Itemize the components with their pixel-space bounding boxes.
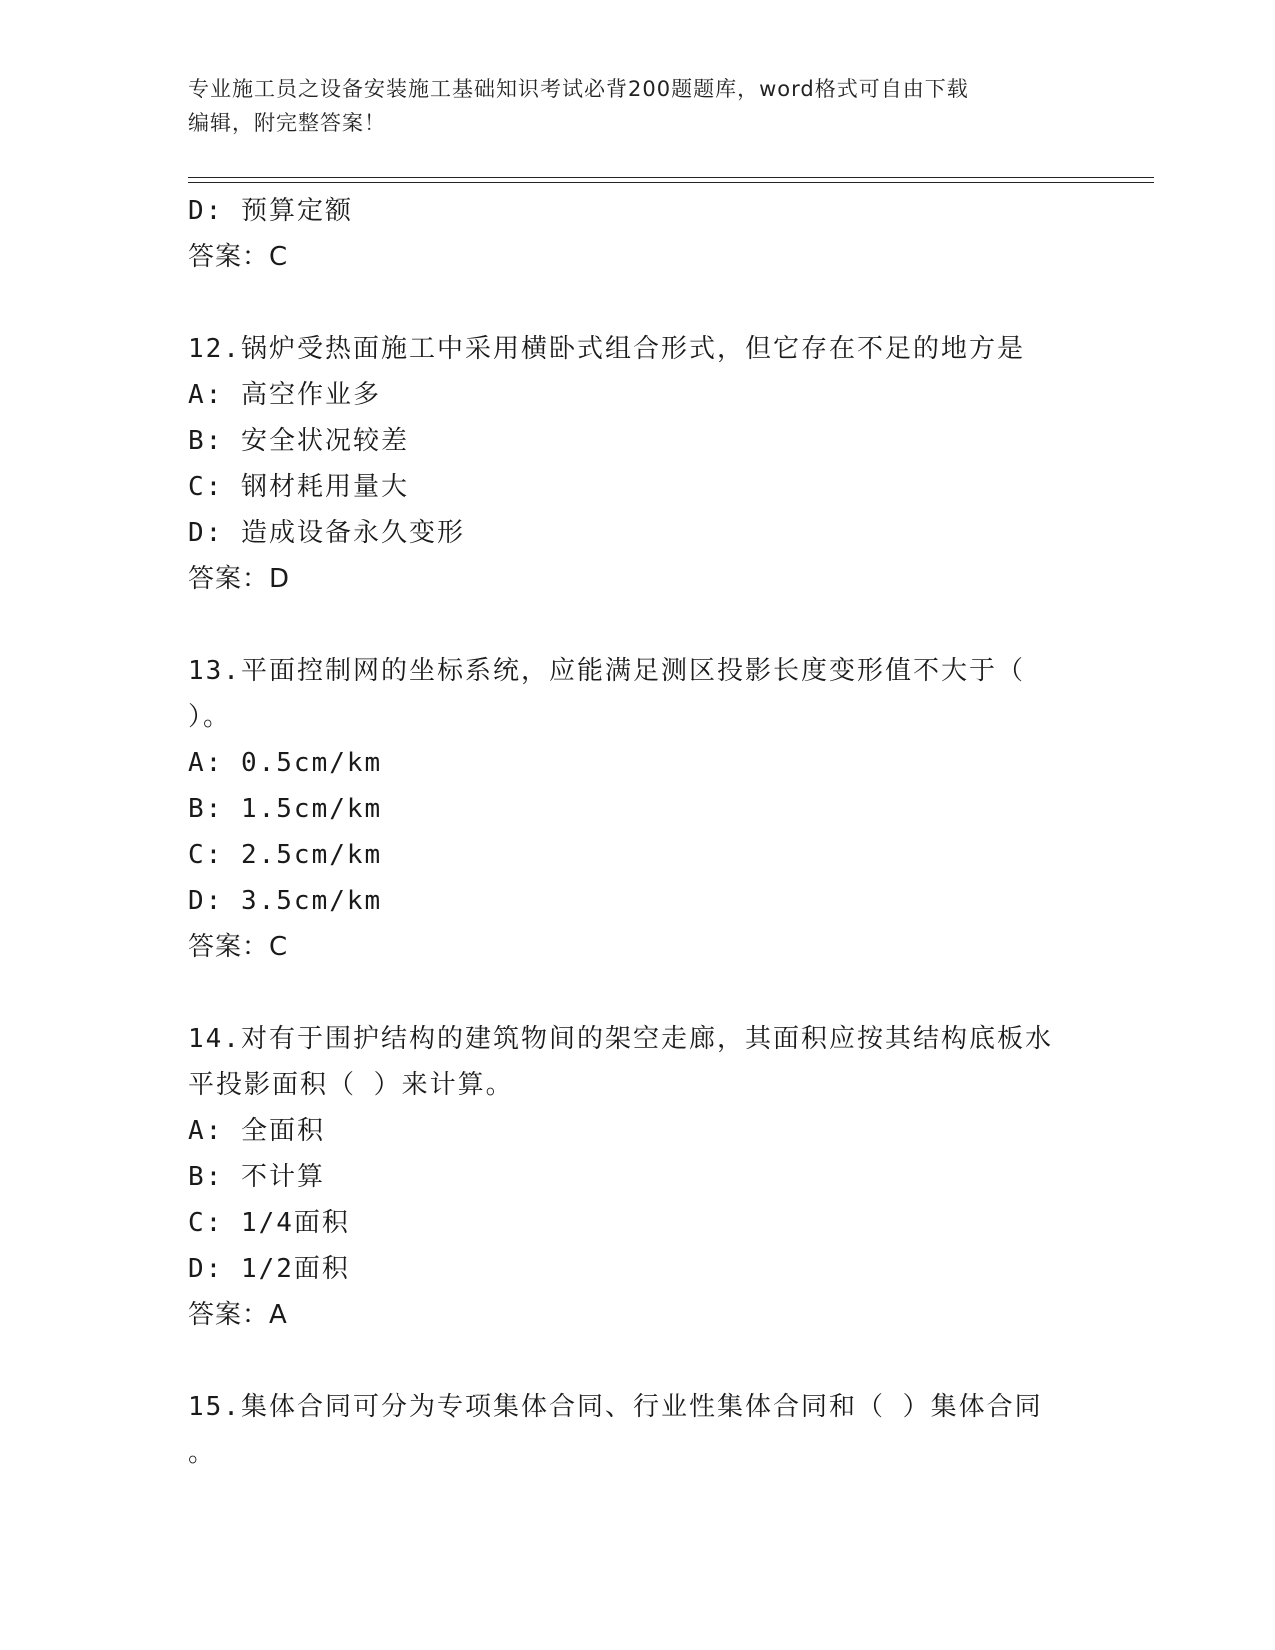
header-line-1: 专业施工员之设备安装施工基础知识考试必背200题题库，word格式可自由下载	[188, 77, 969, 101]
question-stem: 13.平面控制网的坐标系统，应能满足测区投影长度变形值不大于（	[188, 656, 1025, 686]
header-divider-bottom	[188, 182, 1154, 183]
answer: 答案：A	[188, 1300, 288, 1330]
option-a: A: 全面积	[188, 1116, 325, 1146]
option-d: D: 造成设备永久变形	[188, 518, 465, 548]
option-b: B: 1.5cm/km	[188, 794, 383, 824]
option-c: C: 1/4面积	[188, 1208, 350, 1238]
question-stem-cont: 平投影面积（ ）来计算。	[188, 1070, 514, 1100]
question-12	[188, 326, 1088, 602]
answer: 答案：C	[188, 932, 289, 962]
option-a: A: 0.5cm/km	[188, 748, 383, 778]
answer: 答案：D	[188, 564, 291, 594]
document-header	[188, 72, 1088, 140]
question-stem-cont: 。	[188, 1438, 217, 1468]
option-b: B: 不计算	[188, 1162, 325, 1192]
question-13	[188, 648, 1088, 970]
option-b: B: 安全状况较差	[188, 426, 409, 456]
prev-answer: 答案：C	[188, 242, 289, 272]
question-content	[188, 188, 1088, 1476]
question-stem: 15.集体合同可分为专项集体合同、行业性集体合同和（ ）集体合同	[188, 1392, 1043, 1422]
header-divider-top	[188, 177, 1154, 178]
question-15	[188, 1384, 1088, 1476]
question-stem: 14.对有于围护结构的建筑物间的架空走廊，其面积应按其结构底板水	[188, 1024, 1053, 1054]
question-14	[188, 1016, 1088, 1338]
question-stem: 12.锅炉受热面施工中采用横卧式组合形式，但它存在不足的地方是	[188, 334, 1025, 364]
option-c: C: 2.5cm/km	[188, 840, 383, 870]
question-stem-cont: ）。	[188, 702, 232, 732]
header-line-2: 编辑，附完整答案！	[188, 111, 386, 135]
option-d: D: 1/2面积	[188, 1254, 350, 1284]
option-d: D: 3.5cm/km	[188, 886, 383, 916]
option-c: C: 钢材耗用量大	[188, 472, 409, 502]
option-a: A: 高空作业多	[188, 380, 381, 410]
prev-option-d: D: 预算定额	[188, 196, 353, 226]
